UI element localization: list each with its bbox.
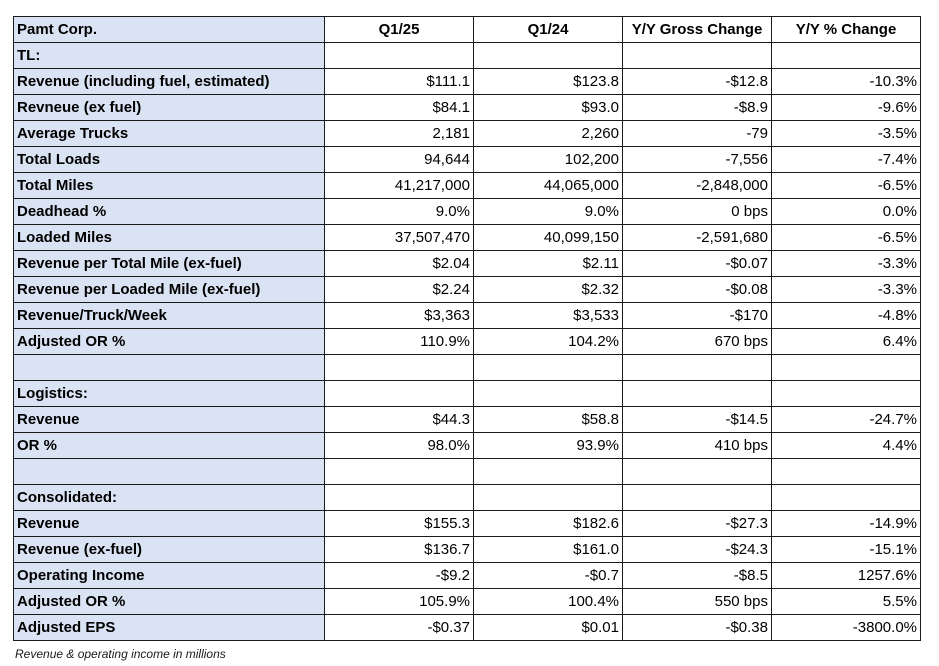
table-row [14,147,921,173]
table-row [14,43,921,69]
table-row [14,121,921,147]
table-cell [772,381,921,407]
table-cell [623,355,772,381]
table-row [14,329,921,355]
header-pct-change: Y/Y % Change [772,17,921,43]
table-cell: 410 bps [623,433,772,459]
table-cell: $3,363 [325,303,474,329]
table-row [14,199,921,225]
table-cell: $2.04 [325,251,474,277]
row-label: Operating Income [14,563,325,589]
table-cell: 6.4% [772,329,921,355]
row-label: Adjusted OR % [14,329,325,355]
table-cell: $155.3 [325,511,474,537]
table-row [14,615,921,641]
table-cell: $0.01 [474,615,623,641]
table-cell: -$8.9 [623,95,772,121]
row-label: Revenue (including fuel, estimated) [14,69,325,95]
row-label: Logistics: [14,381,325,407]
table-cell: -$0.38 [623,615,772,641]
table-cell: -$8.5 [623,563,772,589]
table-cell: 100.4% [474,589,623,615]
table-cell [325,43,474,69]
table-cell: -$14.5 [623,407,772,433]
header-q1-25: Q1/25 [325,17,474,43]
table-cell: 105.9% [325,589,474,615]
table-cell: 98.0% [325,433,474,459]
table-cell [474,485,623,511]
table-cell: 670 bps [623,329,772,355]
table-cell: 0.0% [772,199,921,225]
table-cell: -14.9% [772,511,921,537]
table-cell [772,485,921,511]
row-label: Adjusted EPS [14,615,325,641]
table-cell [325,355,474,381]
table-row [14,251,921,277]
table-cell: -10.3% [772,69,921,95]
table-cell: $136.7 [325,537,474,563]
row-label: OR % [14,433,325,459]
table-row [14,225,921,251]
table-row [14,589,921,615]
table-cell: -3.3% [772,277,921,303]
table-cell [325,485,474,511]
table-cell: $2.32 [474,277,623,303]
row-label [14,355,325,381]
table-cell [474,459,623,485]
table-cell [772,459,921,485]
table-cell: -3.3% [772,251,921,277]
table-cell: -$12.8 [623,69,772,95]
row-label: Revneue (ex fuel) [14,95,325,121]
table-cell: 4.4% [772,433,921,459]
table-cell: 2,181 [325,121,474,147]
table-cell: 40,099,150 [474,225,623,251]
table-cell: $111.1 [325,69,474,95]
table-row [14,407,921,433]
table-cell: -3.5% [772,121,921,147]
table-row [14,485,921,511]
table-cell: $161.0 [474,537,623,563]
table-cell: 44,065,000 [474,173,623,199]
table-cell: 9.0% [325,199,474,225]
table-cell [623,381,772,407]
row-label: Adjusted OR % [14,589,325,615]
table-row [14,511,921,537]
table-row [14,303,921,329]
row-label: Consolidated: [14,485,325,511]
table-cell: 37,507,470 [325,225,474,251]
table-cell: 550 bps [623,589,772,615]
table-cell: -$0.37 [325,615,474,641]
table-cell: -7,556 [623,147,772,173]
row-label: Revenue/Truck/Week [14,303,325,329]
table-row [14,277,921,303]
table-cell: 104.2% [474,329,623,355]
table-cell [325,381,474,407]
header-q1-24: Q1/24 [474,17,623,43]
financial-table [13,16,921,641]
table-cell: -3800.0% [772,615,921,641]
table-cell: -15.1% [772,537,921,563]
table-cell [623,485,772,511]
table-cell: $182.6 [474,511,623,537]
row-label: Revenue per Total Mile (ex-fuel) [14,251,325,277]
table-cell: -$0.7 [474,563,623,589]
row-label: Revenue [14,407,325,433]
table-body [14,17,921,641]
financial-table-container [13,16,921,641]
footnote: Revenue & operating income in millions [15,647,226,661]
table-cell: $58.8 [474,407,623,433]
table-row [14,173,921,199]
table-cell: 93.9% [474,433,623,459]
table-cell: 110.9% [325,329,474,355]
table-cell: $93.0 [474,95,623,121]
table-cell: $84.1 [325,95,474,121]
table-row [14,459,921,485]
table-cell: -$24.3 [623,537,772,563]
table-cell: -$27.3 [623,511,772,537]
table-cell: -$0.08 [623,277,772,303]
table-cell [772,355,921,381]
table-cell: -4.8% [772,303,921,329]
table-cell [474,355,623,381]
table-row [14,537,921,563]
table-row [14,355,921,381]
row-label: Loaded Miles [14,225,325,251]
row-label: Total Miles [14,173,325,199]
table-cell: -7.4% [772,147,921,173]
row-label: Average Trucks [14,121,325,147]
table-cell [474,43,623,69]
table-header-row [14,17,921,43]
table-cell: 2,260 [474,121,623,147]
row-label: TL: [14,43,325,69]
table-cell: 94,644 [325,147,474,173]
row-label: Total Loads [14,147,325,173]
table-cell: $2.11 [474,251,623,277]
table-cell: -2,591,680 [623,225,772,251]
table-cell [623,43,772,69]
table-cell: -6.5% [772,225,921,251]
row-label: Revenue (ex-fuel) [14,537,325,563]
table-row [14,433,921,459]
table-row [14,563,921,589]
table-cell: 9.0% [474,199,623,225]
table-cell: $3,533 [474,303,623,329]
table-cell: 41,217,000 [325,173,474,199]
header-gross-change: Y/Y Gross Change [623,17,772,43]
table-row [14,381,921,407]
table-row [14,69,921,95]
table-cell: 0 bps [623,199,772,225]
table-cell: -79 [623,121,772,147]
table-row [14,95,921,121]
table-cell: -2,848,000 [623,173,772,199]
row-label [14,459,325,485]
row-label: Deadhead % [14,199,325,225]
table-cell: -24.7% [772,407,921,433]
table-cell: $2.24 [325,277,474,303]
table-cell: $123.8 [474,69,623,95]
header-company: Pamt Corp. [14,17,325,43]
table-cell: -9.6% [772,95,921,121]
table-cell: -$0.07 [623,251,772,277]
table-cell [474,381,623,407]
row-label: Revenue per Loaded Mile (ex-fuel) [14,277,325,303]
table-cell: -6.5% [772,173,921,199]
table-cell: $44.3 [325,407,474,433]
table-cell [623,459,772,485]
table-cell [325,459,474,485]
table-cell: 5.5% [772,589,921,615]
table-cell: 1257.6% [772,563,921,589]
table-cell: -$9.2 [325,563,474,589]
table-cell: -$170 [623,303,772,329]
table-cell: 102,200 [474,147,623,173]
table-cell [772,43,921,69]
row-label: Revenue [14,511,325,537]
